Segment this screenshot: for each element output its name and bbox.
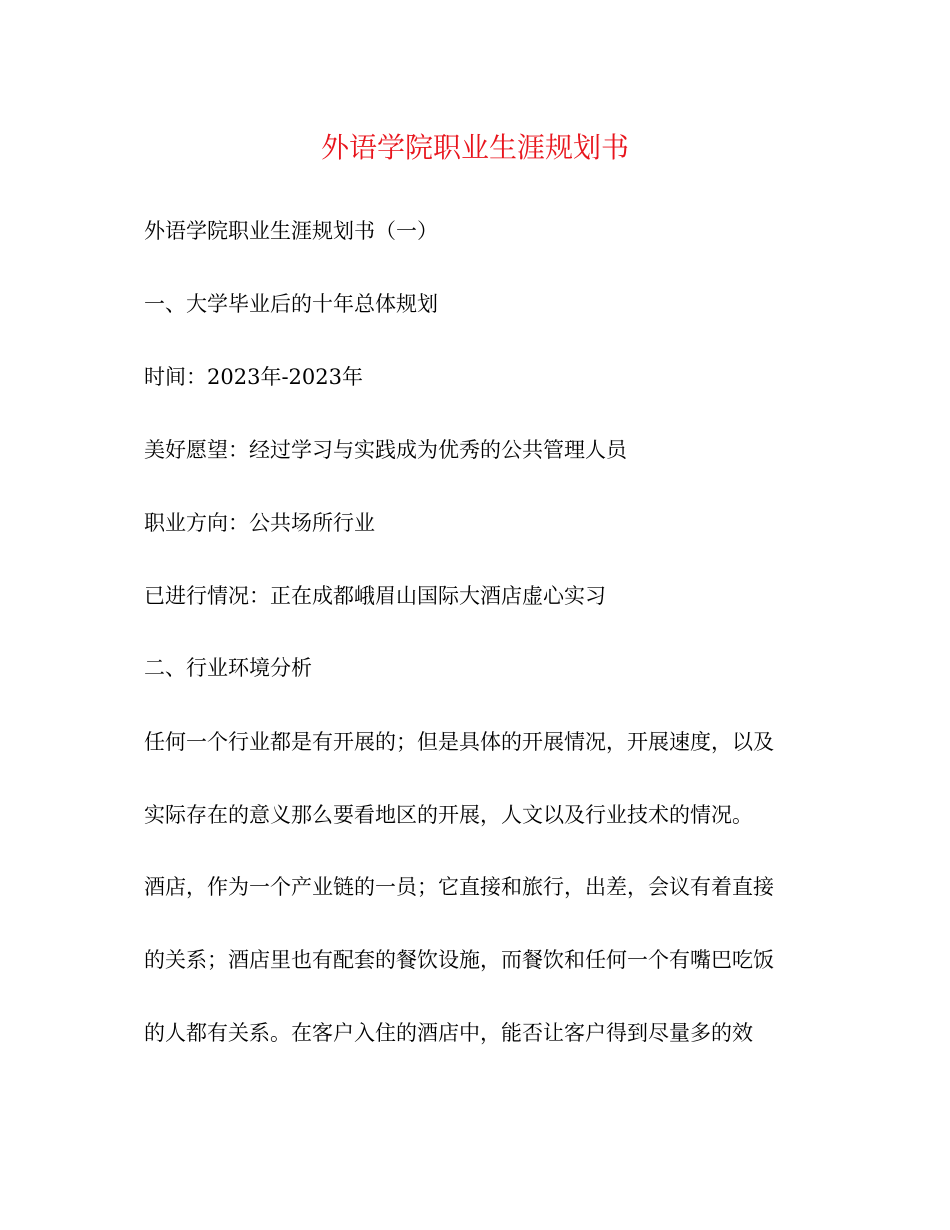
section-heading: 二、行业环境分析	[144, 656, 312, 680]
paragraph-line: 的人都有关系。在客户入住的酒店中，能否让客户得到尽量多的效	[144, 1021, 753, 1045]
document-title: 外语学院职业生涯规划书	[320, 131, 629, 164]
paragraph-line: 的关系；酒店里也有配套的餐饮设施，而餐饮和任何一个有嘴巴吃饭	[144, 948, 774, 972]
text-line: 美好愿望：经过学习与实践成为优秀的公共管理人员	[144, 438, 627, 462]
paragraph-line: 酒店，作为一个产业链的一员；它直接和旅行，出差，会议有着直接	[144, 875, 774, 899]
paragraph-line: 任何一个行业都是有开展的；但是具体的开展情况，开展速度，以及	[144, 730, 774, 754]
text-line: 已进行情况：正在成都峨眉山国际大酒店虚心实习	[144, 584, 606, 608]
text-line: 职业方向：公共场所行业	[144, 511, 375, 535]
text-line: 时间：2023年-2023年	[144, 365, 363, 389]
section-heading: 一、大学毕业后的十年总体规划	[144, 292, 438, 316]
paragraph-line: 实际存在的意义那么要看地区的开展，人文以及行业技术的情况。	[144, 803, 753, 827]
section-heading: 外语学院职业生涯规划书（一）	[144, 219, 438, 243]
